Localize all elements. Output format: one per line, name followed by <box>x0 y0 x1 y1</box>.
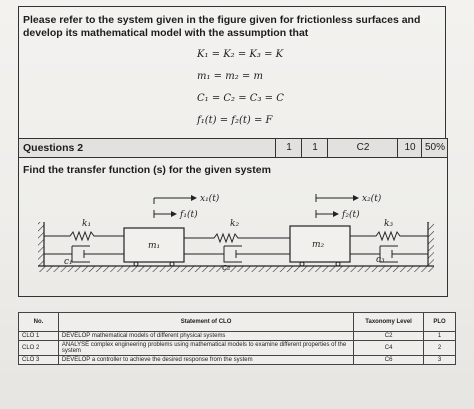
damper-c3 <box>350 246 428 262</box>
label-x2: x₂(t) <box>362 194 382 204</box>
task-text: Find the transfer function (s) for the given system <box>23 164 271 176</box>
question-label: Questions 2 <box>23 142 84 154</box>
clo-plo: 1 <box>424 332 456 341</box>
label-c2: c₂ <box>222 263 231 273</box>
label-m2: m₂ <box>312 240 325 250</box>
table-row <box>19 332 456 341</box>
label-f2: f₂(t) <box>342 210 360 220</box>
clo-statement: DEVELOP a controller to achieve the desired response from the system <box>58 356 353 365</box>
table-row <box>19 341 456 356</box>
spring-k3 <box>350 232 428 240</box>
spring-k1 <box>44 232 124 240</box>
clo-plo: 3 <box>424 356 456 365</box>
header-no: No. <box>19 313 59 332</box>
clo-table <box>18 312 456 365</box>
damper-c2 <box>184 246 290 262</box>
clo-taxonomy: C2 <box>354 332 424 341</box>
clo-no: CLO 3 <box>19 356 59 365</box>
question-cell-marks: 10 <box>397 139 422 157</box>
clo-taxonomy: C4 <box>354 341 424 356</box>
clo-no: CLO 1 <box>19 332 59 341</box>
label-x1: x₁(t) <box>200 194 220 204</box>
clo-taxonomy: C6 <box>354 356 424 365</box>
clo-plo: 2 <box>424 341 456 356</box>
label-c3: c₃ <box>376 255 385 265</box>
ground-hatch <box>38 266 434 272</box>
question-cell-clo: C2 <box>327 139 398 157</box>
question-cell-weight: 50% <box>421 139 448 157</box>
question-cell: 1 <box>301 139 328 157</box>
label-k1: k₁ <box>82 219 92 229</box>
clo-statement: ANALYSE complex engineering problems using mathematical models to examine different properties of the system <box>58 341 353 356</box>
label-k2: k₂ <box>230 219 240 229</box>
equation-m: m₁ = m₂ = m <box>197 71 263 82</box>
right-wall-hatch <box>428 222 434 266</box>
clo-statement: DEVELOP mathematical models of different physical systems <box>58 332 353 341</box>
equation-c: C₁ = C₂ = C₃ = C <box>197 93 284 104</box>
clo-table-header <box>19 313 456 332</box>
spring-k2 <box>184 234 290 242</box>
label-m1: m₁ <box>148 241 161 251</box>
label-f1: f₁(t) <box>180 210 198 220</box>
damper-c1 <box>44 246 124 262</box>
header-taxonomy: Taxonomy Level <box>354 313 424 332</box>
header-plo: PLO <box>424 313 456 332</box>
question-intro-text: Please refer to the system given in the figure given for frictionless surfaces and develop its mathematical model with the assumption that <box>23 14 421 39</box>
equation-f: f₁(t) = f₂(t) = F <box>197 115 273 126</box>
equation-k: K₁ = K₂ = K₃ = K <box>197 49 284 60</box>
header-statement: Statement of CLO <box>58 313 353 332</box>
label-c1: c₁ <box>64 257 73 267</box>
left-wall-hatch <box>38 222 44 266</box>
table-row <box>19 356 456 365</box>
clo-no: CLO 2 <box>19 341 59 356</box>
question-cell: 1 <box>275 139 302 157</box>
label-k3: k₃ <box>384 219 394 229</box>
